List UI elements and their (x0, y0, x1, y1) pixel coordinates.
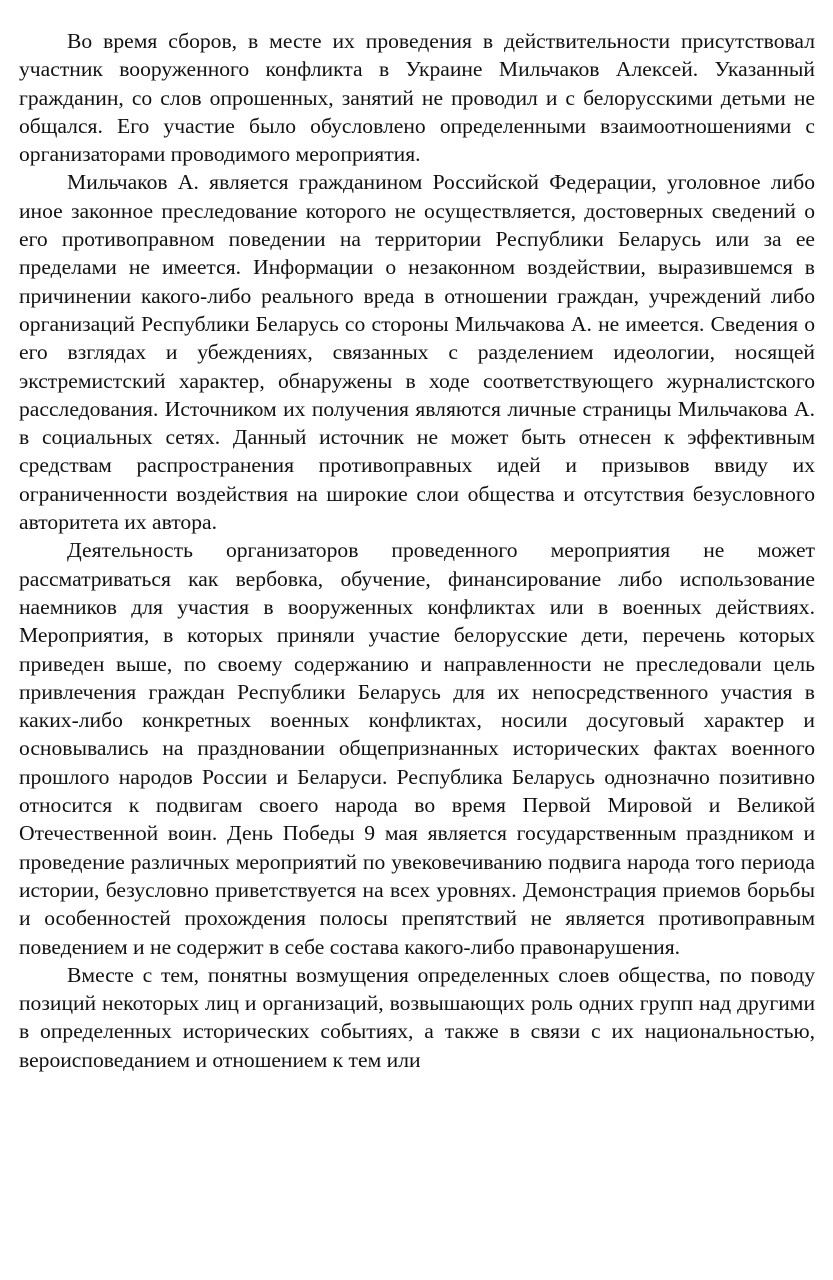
paragraph-3: Деятельность организаторов проведенного мероприятия не может рассматриваться как вербовка, обучение, финансирование либо использование наемников для участия в вооруженных конфликтах или в военных действиях. Мероприятия, в которых приняли участие белорусские дети, перечень которых приведен выше, по своему содержанию и направленности не преследовали цель привлечения граждан Республики Беларусь для их непосредственного участия в каких-либо конкретных военных конфликтах, носили досуговый характер и основывались на праздновании общепризнанных исторических фактах военного прошлого народов России и Беларуси. Республика Беларусь однозначно позитивно относится к подвигам своего народа во время Первой Мировой и Великой Отечественной воин. День Победы 9 мая является государственным праздником и проведение различных мероприятий по увековечиванию подвига народа того периода истории, безусловно приветствуется на всех уровнях. Демонстрация приемов борьбы и особенностей прохождения полосы препятствий не является противоправным поведением и не содержит в себе состава какого-либо правонарушения. (19, 538, 815, 959)
paragraph-4: Вместе с тем, понятны возмущения определенных слоев общества, по поводу позиций некоторых лиц и организаций, возвышающих роль одних групп над другими в определенных исторических событиях, а также в связи с их национальностью, вероисповеданием и отношением к тем или (19, 962, 815, 1072)
paragraph-1: Во время сборов, в месте их проведения в действительности присутствовал участник вооруженного конфликта в Украине Мильчаков Алексей. Указанный гражданин, со слов опрошенных, занятий не проводил и с белорусскими детьми не общался. Его участие было обусловлено определенными взаимоотношениями с организаторами проводимого мероприятия. (19, 29, 815, 167)
paragraph-2: Мильчаков А. является гражданином Российской Федерации, уголовное либо иное законное преследование которого не осуществляется, достоверных сведений о его противоправном поведении на территории Республики Беларусь или за ее пределами не имеется. Информации о незаконном воздействии, выразившемся в причинении какого-либо реального вреда в отношении граждан, учреждений либо организаций Республики Беларусь со стороны Мильчакова А. не имеется. Сведения о его взглядах и убеждениях, связанных с разделением идеологии, носящей экстремистский характер, обнаружены в ходе соответствующего журналистского расследования. Источником их получения являются личные страницы Мильчакова А. в социальных сетях. Данный источник не может быть отнесен к эффективным средствам распространения противоправных идей и призывов ввиду их ограниченности воздействия на широкие слои общества и отсутствия безусловного авторитета их автора. (19, 170, 815, 535)
